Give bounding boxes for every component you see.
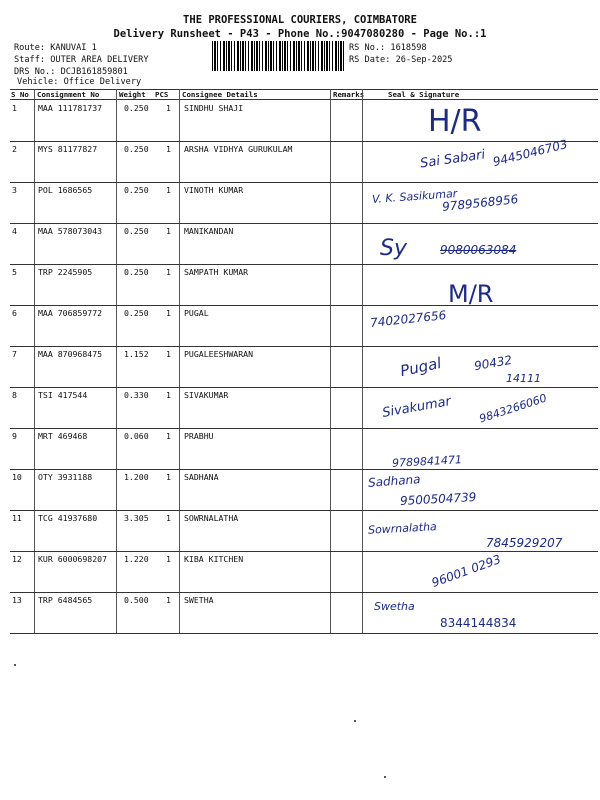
- cell-consignment-no: TSI 417544: [38, 390, 88, 400]
- cell-pcs: 1: [166, 349, 171, 359]
- cell-pcs: 1: [166, 226, 171, 236]
- cell-weight: 0.250: [124, 267, 149, 277]
- row-rule: [10, 305, 598, 306]
- cell-consignment-no: TRP 6484565: [38, 595, 93, 605]
- signature-8-phone: 9843266060: [477, 391, 549, 426]
- cell-pcs: 1: [166, 513, 171, 523]
- cell-consignment-no: TCG 41937680: [38, 513, 98, 523]
- cell-consignee: SAMPATH KUMAR: [184, 267, 249, 277]
- signature-4: Sy: [380, 236, 407, 261]
- signature-10: Sadhana: [367, 472, 421, 490]
- cell-weight: 1.152: [124, 349, 149, 359]
- signature-2-phone: 9445046703: [491, 136, 569, 170]
- cell-consignee: KIBA KITCHEN: [184, 554, 244, 564]
- signature-11-phone: 7845929207: [486, 536, 563, 550]
- cell-consignee: ARSHA VIDHYA GURUKULAM: [184, 144, 293, 154]
- cell-consignment-no: POL 1686565: [38, 185, 93, 195]
- row-rule: [10, 223, 598, 224]
- cell-consignee: SOWRNALATHA: [184, 513, 239, 523]
- cell-sno: 12: [12, 554, 22, 564]
- signature-6-phone: 7402027656: [369, 308, 447, 330]
- cell-sno: 8: [12, 390, 17, 400]
- signature-13-phone: 8344144834: [440, 616, 517, 630]
- col-pcs: PCS: [155, 90, 169, 99]
- cell-sno: 2: [12, 144, 17, 154]
- row-rule: [10, 592, 598, 593]
- col-sno: S No: [11, 90, 29, 99]
- runsheet-title: Delivery Runsheet - P43 - Phone No.:9047080280 - Page No.:1: [113, 28, 487, 40]
- cell-weight: 0.250: [124, 144, 149, 154]
- signature-6-mark: M/R: [448, 280, 494, 308]
- col-remarks: Remarks: [333, 90, 365, 99]
- vehicle-label: Vehicle: Office Delivery: [17, 77, 142, 87]
- signature-4-phone: 9080063084: [440, 243, 517, 257]
- table-rule: [10, 99, 598, 100]
- cell-pcs: 1: [166, 390, 171, 400]
- signature-13: Swetha: [374, 600, 415, 613]
- cell-sno: 7: [12, 349, 17, 359]
- cell-sno: 4: [12, 226, 17, 236]
- col-signature: Seal & Signature: [388, 90, 460, 99]
- cell-pcs: 1: [166, 144, 171, 154]
- signature-12-phone: 96001 0293: [429, 552, 503, 590]
- cell-weight: 1.220: [124, 554, 149, 564]
- signature-9-phone: 9789841471: [391, 453, 463, 470]
- cell-weight: 0.500: [124, 595, 149, 605]
- cell-consignment-no: MAA 870968475: [38, 349, 103, 359]
- cell-weight: 0.330: [124, 390, 149, 400]
- staff-label: Staff: OUTER AREA DELIVERY: [14, 55, 149, 65]
- cell-weight: 3.305: [124, 513, 149, 523]
- cell-pcs: 1: [166, 595, 171, 605]
- rs-number: RS No.: 1618598: [349, 43, 427, 53]
- cell-consignee: SIVAKUMAR: [184, 390, 229, 400]
- cell-pcs: 1: [166, 185, 171, 195]
- col-divider: [330, 89, 331, 634]
- row-rule: [10, 264, 598, 265]
- cell-weight: 0.060: [124, 431, 149, 441]
- signature-1: H/R: [428, 104, 482, 139]
- col-divider: [362, 89, 363, 634]
- row-rule: [10, 510, 598, 511]
- cell-consignee: MANIKANDAN: [184, 226, 234, 236]
- cell-sno: 13: [12, 595, 22, 605]
- col-divider: [179, 89, 180, 634]
- signature-10-phone: 9500504739: [399, 490, 477, 508]
- cell-pcs: 1: [166, 472, 171, 482]
- cell-consignment-no: MRT 469468: [38, 431, 88, 441]
- row-rule: [10, 469, 598, 470]
- cell-sno: 11: [12, 513, 22, 523]
- signature-8: Sivakumar: [381, 394, 453, 421]
- row-rule: [10, 182, 598, 183]
- cell-sno: 10: [12, 472, 22, 482]
- cell-weight: 0.250: [124, 226, 149, 236]
- col-divider: [116, 89, 117, 634]
- stray-mark: [384, 776, 386, 778]
- row-rule: [10, 428, 598, 429]
- row-rule: [10, 141, 598, 142]
- cell-pcs: 1: [166, 431, 171, 441]
- cell-consignee: PUGAL: [184, 308, 209, 318]
- cell-weight: 0.250: [124, 308, 149, 318]
- signature-3-phone: 9789568956: [441, 192, 519, 214]
- cell-consignee: PUGALEESHWARAN: [184, 349, 254, 359]
- cell-pcs: 1: [166, 103, 171, 113]
- cell-consignment-no: MAA 578073043: [38, 226, 103, 236]
- row-rule: [10, 346, 598, 347]
- cell-sno: 3: [12, 185, 17, 195]
- signature-7-phone: 90432: [473, 352, 514, 374]
- cell-pcs: 1: [166, 554, 171, 564]
- row-rule: [10, 387, 598, 388]
- cell-pcs: 1: [166, 308, 171, 318]
- row-rule: [10, 551, 598, 552]
- cell-consignee: SINDHU SHAJI: [184, 103, 244, 113]
- barcode: [212, 41, 346, 71]
- cell-consignment-no: KUR 6000698207: [38, 554, 108, 564]
- signature-2: Sai Sabari: [419, 147, 487, 172]
- rs-date: RS Date: 26-Sep-2025: [349, 55, 453, 65]
- col-weight: Weight: [119, 90, 146, 99]
- signature-11: Sowrnalatha: [367, 520, 438, 537]
- cell-sno: 9: [12, 431, 17, 441]
- cell-consignment-no: OTY 3931188: [38, 472, 93, 482]
- company-title: THE PROFESSIONAL COURIERS, COIMBATORE: [183, 14, 417, 26]
- row-rule: [10, 633, 598, 634]
- stray-mark: [354, 720, 356, 722]
- cell-consignment-no: MYS 81177827: [38, 144, 98, 154]
- signature-3: V. K. Sasikumar: [371, 187, 458, 206]
- signature-7: Pugal: [398, 353, 443, 381]
- cell-consignee: PRABHU: [184, 431, 214, 441]
- cell-weight: 1.200: [124, 472, 149, 482]
- stray-mark: [14, 664, 16, 666]
- signature-7-date: 14111: [506, 372, 541, 385]
- cell-consignment-no: TRP 2245905: [38, 267, 93, 277]
- col-consignee: Consignee Details: [182, 90, 258, 99]
- col-consignment: Consignment No: [37, 90, 100, 99]
- cell-consignee: SADHANA: [184, 472, 219, 482]
- cell-consignment-no: MAA 111781737: [38, 103, 103, 113]
- cell-sno: 5: [12, 267, 17, 277]
- cell-consignee: VINOTH KUMAR: [184, 185, 244, 195]
- cell-sno: 1: [12, 103, 17, 113]
- cell-sno: 6: [12, 308, 17, 318]
- cell-consignee: SWETHA: [184, 595, 214, 605]
- cell-pcs: 1: [166, 267, 171, 277]
- drs-number: DRS No.: DCJB161859801: [14, 67, 128, 77]
- route-label: Route: KANUVAI 1: [14, 43, 97, 53]
- cell-weight: 0.250: [124, 103, 149, 113]
- cell-consignment-no: MAA 706859772: [38, 308, 103, 318]
- col-divider: [34, 89, 35, 634]
- cell-weight: 0.250: [124, 185, 149, 195]
